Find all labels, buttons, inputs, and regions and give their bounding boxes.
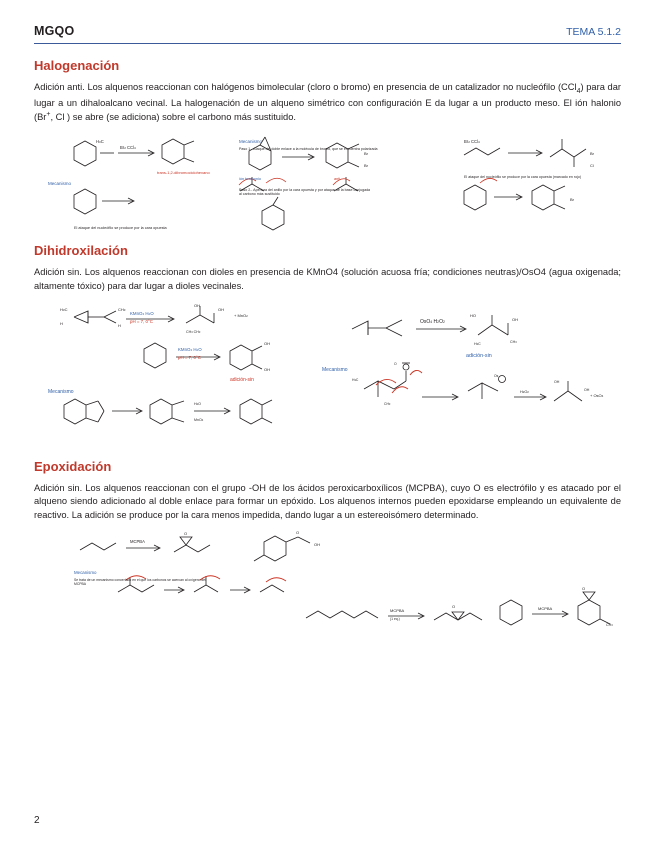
svg-text:CH3: CH3 (510, 339, 517, 344)
svg-text:H3C: H3C (352, 377, 359, 382)
svg-text:Se trata de un mecanismo conce: Se trata de un mecanismo concertado en el que los carbonos se acercan al oxígeno del (74, 578, 206, 583)
svg-text:Mecanismo: Mecanismo (74, 570, 97, 576)
svg-text:Br: Br (590, 151, 594, 157)
section-title-halogenacion: Halogenación (34, 58, 120, 73)
page-number: 2 (34, 815, 40, 826)
dihidroxilacion-scheme (34, 301, 621, 449)
section-paragraph-epoxidacion: Adición sin. Los alquenos reaccionan con el grupo -OH de los ácidos peroxicarboxílicos (MCPBA), cuyo O es electrófilo y es atacado por el alqueno siendo adicionado al doble enlace para formar un epóxido. Los alquenos internos pueden epoxidarse empleando un equivalente de reactivo. La adición se produce por la cara menos impedida, dando lugar a un estereoisómero determinado. (34, 482, 621, 520)
svg-text:H3C: H3C (474, 341, 481, 346)
svg-text:Br: Br (364, 151, 368, 157)
svg-text:Br2 CCl4: Br2 CCl4 (464, 139, 480, 145)
figure-dihidroxilacion (34, 301, 621, 449)
svg-text:al carbono más sustituido: al carbono más sustituido (239, 192, 280, 197)
svg-text:H: H (118, 322, 121, 328)
section-epoxidacion (34, 459, 621, 640)
svg-text:O: O (394, 361, 397, 366)
svg-text:Br: Br (570, 197, 574, 203)
svg-text:Os: Os (494, 373, 499, 378)
svg-text:CH3: CH3 (118, 306, 126, 312)
svg-text:H2O: H2O (194, 401, 201, 406)
svg-text:KMnO4 H2O: KMnO4 H2O (178, 346, 202, 352)
svg-text:KMnO4 H2O: KMnO4 H2O (130, 310, 154, 316)
svg-text:O: O (296, 530, 300, 536)
section-title-dihidroxilacion: Dihidroxilación (34, 243, 128, 259)
tema-label: TEMA 5.1.2 (566, 26, 621, 38)
svg-text:Mecanismo: Mecanismo (322, 366, 348, 373)
svg-text:El ataque del nucleófilo se pr: El ataque del nucleófilo se produce por la cara opuesta (marcado en rojo) (464, 175, 582, 180)
svg-text:CH3 CH3: CH3 CH3 (186, 329, 201, 334)
svg-text:OH: OH (194, 302, 200, 308)
svg-text:MCPBA: MCPBA (130, 539, 145, 545)
svg-text:OH: OH (554, 379, 560, 384)
svg-text:O: O (582, 586, 586, 592)
svg-text:CH3: CH3 (384, 401, 391, 406)
epoxidacion-scheme (34, 530, 621, 640)
svg-text:OH: OH (512, 316, 518, 322)
svg-text:(1 eq.): (1 eq.) (390, 617, 400, 622)
svg-text:pH = 7, 0°C: pH = 7, 0°C (178, 354, 201, 360)
svg-text:MCPBA: MCPBA (538, 606, 553, 612)
section-dihidroxilacion (34, 243, 621, 449)
section-paragraph-dihidroxilacion: Adición sin. Los alquenos reaccionan con dioles en presencia de KMnO4 (solución acuosa fría; condiciones neutras)/OsO4 (agua oxigenada; altamente tóxico) para dar lugar a dioles vecinales. (34, 267, 621, 291)
svg-text:OH: OH (218, 306, 224, 312)
svg-text:Br: Br (364, 163, 368, 169)
svg-text:MCPBA: MCPBA (390, 608, 405, 614)
svg-text:MnO4: MnO4 (194, 417, 204, 422)
svg-text:Mecanismo: Mecanismo (48, 181, 72, 187)
svg-text:OsO4 H2O2: OsO4 H2O2 (420, 318, 445, 325)
svg-text:trans-1,2-dibromociclohexano: trans-1,2-dibromociclohexano (157, 170, 210, 176)
svg-text:+ OsO4: + OsO4 (590, 392, 604, 398)
svg-text:adición-sin: adición-sin (466, 352, 492, 359)
figure-epoxidacion (34, 530, 621, 640)
svg-text:Mecanismo: Mecanismo (48, 388, 74, 395)
section-halogenacion (34, 58, 621, 233)
svg-text:MCPBA: MCPBA (74, 582, 87, 587)
svg-text:anti: anti (334, 177, 341, 182)
svg-text:Paso 1.- Ataque del doble enla: Paso 1.- Ataque del doble enlace a la molécula de bromo, que se encuentra polarizada (239, 147, 378, 152)
section-paragraph-halogenacion: Adición anti. Los alquenos reaccionan con halógenos bimolecular (cloro o bromo) en presencia de un catalizador no nucleófilo (CCl$_4$) para dar lugar a un dihaloalcano vecinal. La halogenación de un alqueno simétrico con configuración E da lugar a un producto meso. El ión halonio (Br+, Cl ) se abre (se adiciona) sobre el carbono más sustituido. (34, 82, 621, 123)
svg-text:pH = 7, 0°C: pH = 7, 0°C (130, 318, 153, 324)
section-title-epoxidacion: Epoxidación (34, 458, 112, 474)
svg-text:OH: OH (264, 366, 270, 372)
svg-text:O: O (184, 531, 188, 537)
svg-text:Cl: Cl (590, 163, 594, 169)
page-header (34, 24, 621, 44)
svg-text:H: H (60, 320, 63, 326)
svg-text:El ataque del nucleófilo se pr: El ataque del nucleófilo se produce por la cara opuesta (74, 226, 167, 231)
svg-text:+ MnO2: + MnO2 (234, 312, 248, 318)
svg-text:OH: OH (584, 387, 590, 392)
svg-text:OH: OH (314, 542, 320, 548)
svg-text:H3C: H3C (60, 306, 68, 312)
svg-text:Mecanismo: Mecanismo (239, 139, 263, 145)
svg-text:Br2 CCl4: Br2 CCl4 (120, 145, 136, 151)
svg-text:adición-sin: adición-sin (230, 376, 254, 383)
halogenacion-scheme (34, 133, 621, 233)
svg-text:OH: OH (264, 340, 270, 346)
svg-text:O: O (452, 604, 456, 610)
brand-title: MGQO (34, 24, 75, 38)
svg-text:ión bromonio: ión bromonio (239, 177, 261, 182)
svg-text:Paso 2.- Apertura del anillo p: Paso 2.- Apertura del anillo por la cara opuesta y por ataque de la base conjugada (239, 188, 371, 193)
fig-label: H3C (96, 139, 104, 145)
figure-halogenacion (34, 133, 621, 233)
svg-text:CH3: CH3 (606, 623, 613, 628)
svg-text:H2O2: H2O2 (520, 389, 529, 394)
svg-text:HO: HO (470, 312, 476, 318)
